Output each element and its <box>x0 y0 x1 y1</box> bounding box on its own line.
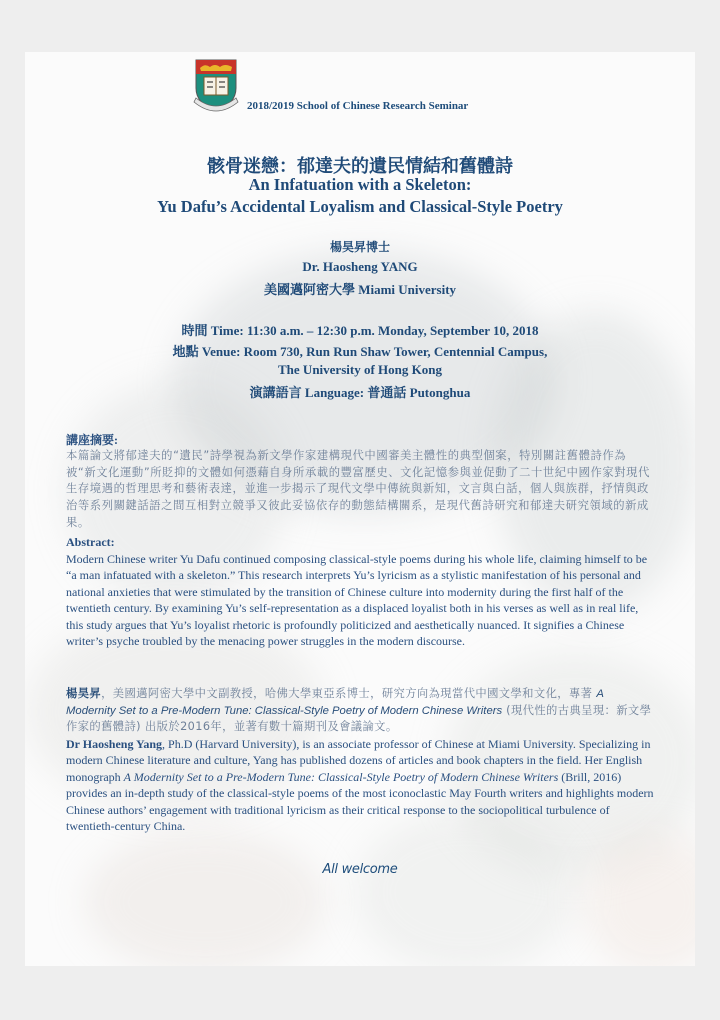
title-english-line1: An Infatuation with a Skeleton: <box>248 175 472 194</box>
all-welcome-note: All welcome <box>322 862 398 877</box>
event-language: 演講語言 Language: 普通話 Putonghua <box>249 385 471 400</box>
abstract-english-label: Abstract: <box>66 535 115 549</box>
seminar-header <box>193 58 468 116</box>
bio-chinese-text-after: (現代性的古典呈現：新文學作家的舊體詩) 出版於2016年，並著有數十篇期刊及會議論文。 <box>66 703 652 734</box>
event-venue-institution: The University of Hong Kong <box>278 362 442 377</box>
event-venue: 地點 Venue: Room 730, Run Run Shaw Tower, Centennial Campus, <box>172 344 548 359</box>
bio-chinese <box>66 686 656 736</box>
abstract-chinese <box>66 432 656 531</box>
bio-chinese-text-before: ，美國邁阿密大學中文副教授，哈佛大學東亞系博士，研究方向為現當代中國文學和文化，專著 <box>101 687 597 700</box>
event-time: 時間 Time: 11:30 a.m. – 12:30 p.m. Monday, September 10, 2018 <box>181 323 539 338</box>
speaker-name-chinese: 楊昊昇博士 <box>329 240 390 254</box>
bio-english-text-before: , Ph.D (Harvard University), is an associate professor of Chinese at Miami University. Specializing in modern Chinese literature and culture, Yang has published dozens of articles and book chapters in the field. Her English monograph <box>66 736 651 784</box>
abstract-chinese-text: 本篇論文將郁達夫的“遺民”詩學視為新文學作家建構現代中國審美主體性的典型個案，特別關註舊體詩作為被“新文化運動”所貶抑的文體如何憑藉自身所承載的豐富歷史、文化記憶参與並促動了二十世紀中國作家對現代生存境遇的哲理思考和藝術表達，並進一步揭示了現代文學中傳統與新知，文言與白話，個人與族群，抒情與政治等系列關鍵話語之間互相對立競爭又彼此妥協依存的動態結構關系，是現代舊詩研究和郁達夫研究領域的新成果。 <box>66 449 650 529</box>
series-title: 2018/2019 School of Chinese Research Seminar <box>247 100 469 112</box>
speaker-name-english: Dr. Haosheng YANG <box>302 259 418 274</box>
speaker-bio <box>66 686 656 835</box>
abstract-chinese-label: 講座摘要: <box>66 433 118 447</box>
bio-english-name: Dr Haosheng Yang <box>66 736 163 751</box>
bio-chinese-name: 楊昊昇 <box>66 687 102 700</box>
abstract-english <box>66 534 656 650</box>
speaker-affiliation: 美國邁阿密大學 Miami University <box>263 282 457 297</box>
bio-english-text-after: (Brill, 2016) provides an in-depth study of the classical-style poems of the most iconoclastic May Fourth writers and highlights modern Chinese authors’ engagement with traditional lyricism as their critical response to the sociopolitical turbulence of twentieth-century China. <box>66 769 654 834</box>
poster-page <box>25 52 695 966</box>
bio-english-book-title: A Modernity Set to a Pre-Modern Tune: Classical-Style Poetry of Modern Chinese Writers <box>123 769 559 784</box>
bio-chinese-book-title: A Modernity Set to a Pre-Modern Tune: Classical-Style Poetry of Modern Chinese Writers <box>66 688 604 717</box>
title-chinese: 骸骨迷戀：郁達夫的遺民情結和舊體詩 <box>207 156 513 177</box>
bio-english <box>66 736 656 835</box>
abstract-english-text: Modern Chinese writer Yu Dafu continued composing classical-style poems during his whole life, claiming himself to be “a man infatuated with a skeleton.” This research interprets Yu’s lyricism as a stylistic manifestation of his personal and national anxieties that were stimulated by the transition of Chinese culture into modernity during the first half of the twentieth century. By examining Yu’s self-representation as a displaced loyalist both in his verses as well as in real life, this study argues that Yu’s loyalist rhetoric is profoundly politicized and aesthetically nuanced. It signifies a Chinese writer’s psyche troubled by the menacing power struggles in the modern discourse. <box>66 551 648 648</box>
title-english-line2: Yu Dafu’s Accidental Loyalism and Classical-Style Poetry <box>157 197 563 216</box>
hku-crest-icon <box>193 58 239 116</box>
